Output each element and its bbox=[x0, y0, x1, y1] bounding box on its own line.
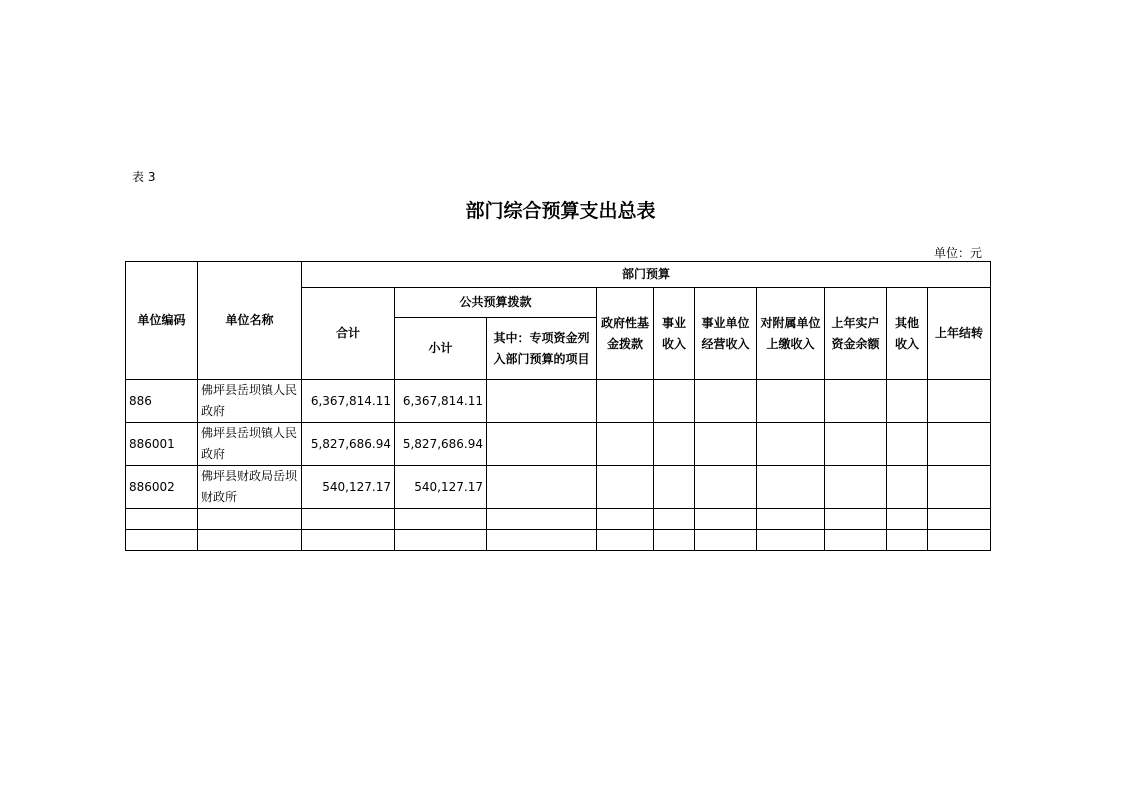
cell-subtotal: 6,367,814.11 bbox=[395, 380, 487, 423]
table-row-empty bbox=[126, 509, 991, 530]
header-operating-income: 事业单位经营收入 bbox=[695, 288, 757, 380]
cell-total: 540,127.17 bbox=[302, 466, 395, 509]
cell-unit-name: 佛坪县岳坝镇人民政府 bbox=[198, 423, 302, 466]
cell-subtotal: 540,127.17 bbox=[395, 466, 487, 509]
table-row-empty bbox=[126, 530, 991, 551]
cell-unit-code: 886 bbox=[126, 380, 198, 423]
page-title: 部门综合预算支出总表 bbox=[465, 200, 656, 222]
unit-label: 单位：元 bbox=[934, 246, 983, 260]
header-unit-code: 单位编码 bbox=[126, 262, 198, 380]
cell-subtotal: 5,827,686.94 bbox=[395, 423, 487, 466]
header-unit-name: 单位名称 bbox=[198, 262, 302, 380]
header-special-funds: 其中：专项资金列入部门预算的项目 bbox=[487, 318, 597, 380]
cell-unit-code: 886001 bbox=[126, 423, 198, 466]
table-row bbox=[126, 466, 991, 509]
header-subsidiary-income: 对附属单位上缴收入 bbox=[757, 288, 825, 380]
cell-total: 5,827,686.94 bbox=[302, 423, 395, 466]
header-dept-budget: 部门预算 bbox=[302, 262, 991, 288]
table-row bbox=[126, 423, 991, 466]
header-total: 合计 bbox=[302, 288, 395, 380]
header-carryover: 上年结转 bbox=[928, 288, 991, 380]
table-row bbox=[126, 380, 991, 423]
header-other-income: 其他收入 bbox=[887, 288, 928, 380]
cell-unit-code: 886002 bbox=[126, 466, 198, 509]
header-gov-fund: 政府性基金拨款 bbox=[597, 288, 654, 380]
header-prior-balance: 上年实户资金余额 bbox=[825, 288, 887, 380]
cell-total: 6,367,814.11 bbox=[302, 380, 395, 423]
table-number-label: 表 3 bbox=[132, 170, 156, 184]
budget-table bbox=[125, 261, 991, 551]
cell-unit-name: 佛坪县岳坝镇人民政府 bbox=[198, 380, 302, 423]
header-business-income: 事业收入 bbox=[654, 288, 695, 380]
cell-unit-name: 佛坪县财政局岳坝财政所 bbox=[198, 466, 302, 509]
header-public-budget: 公共预算拨款 bbox=[395, 288, 597, 318]
header-subtotal: 小计 bbox=[395, 318, 487, 380]
